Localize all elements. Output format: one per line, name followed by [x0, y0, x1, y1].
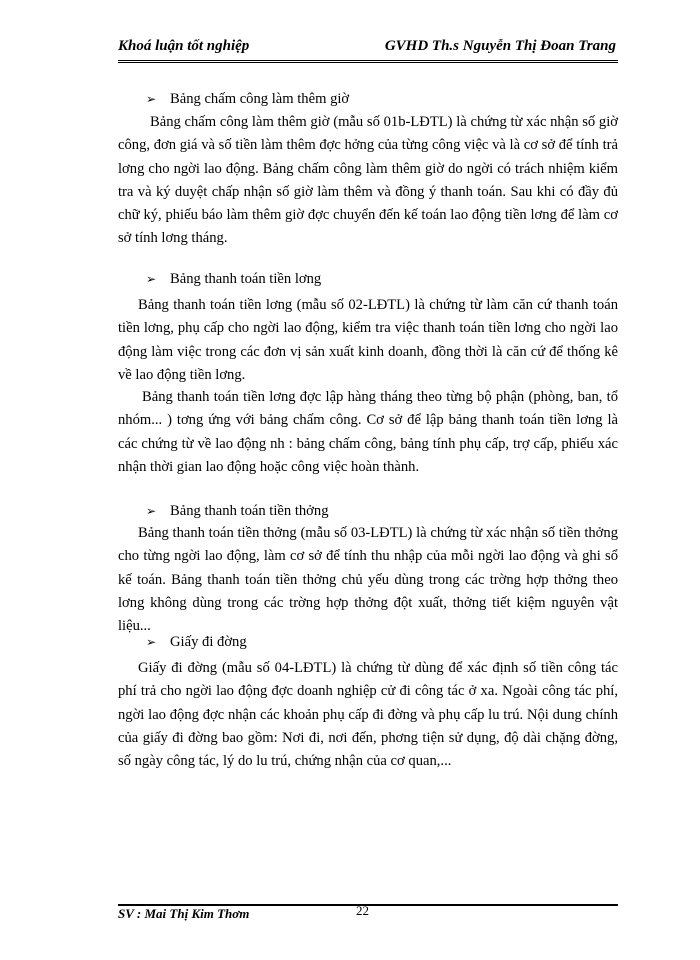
- arrow-bullet-icon: ➢: [146, 504, 157, 518]
- section-heading-bonus-payment: [146, 502, 329, 520]
- paragraph: Giấy đi đờng (mẫu số 04-LĐTL) là chứng từ dùng để xác định số tiền công tác phí trả cho ngời lao động đợc doanh nghiệp cử đi công tác ở xa. Ngoài công tác phí, ngời lao động đợc nhận các khoản phụ cấp đi đờng và phụ cấp lu trú. Nội dung chính của giấy đi đờng bao gồm: Nơi đi, nơi đến, phơng tiện sử dụng, độ dài chặng đờng, số ngày công tác, lý do lu trú, chứng nhận của cơ quan,...: [118, 660, 618, 770]
- section-heading-text: Bảng chấm công làm thêm giờ: [170, 91, 350, 107]
- section-heading-text: Giấy đi đờng: [170, 634, 247, 650]
- paragraph: Bảng thanh toán tiền thởng (mẫu số 03-LĐTL) là chứng từ xác nhận số tiền thởng cho từng ngời lao động, làm cơ sở để tính thu nhập của mỗi ngời lao động và ghi sổ kế toán. Bảng thanh toán tiền thởng chủ yếu dùng trong các trờng hợp thởng theo lơng không dùng trong các trờng hợp thởng đột xuất, thởng tiết kiệm nguyên vật liệu...: [118, 525, 618, 635]
- header-advisor: GVHD Th.s Nguyễn Thị Đoan Trang: [384, 38, 616, 54]
- header-thesis-title: Khoá luận tốt nghiệp: [118, 38, 250, 54]
- paragraph: Bảng chấm công làm thêm giờ (mẫu số 01b-LĐTL) là chứng từ xác nhận số giờ công, đơn giá và số tiền làm thêm đợc hởng của từng công việc và là cơ sở để tính trả lơng cho ngời lao động. Bảng chấm công làm thêm giờ do ngời có trách nhiệm kiểm tra và ký duyệt chấp nhận số giờ làm thêm và đồng ý thanh toán. Sau khi có đầy đủ chữ ký, phiếu báo làm thêm giờ đợc chuyển đến kế toán lao động tiền lơng để làm cơ sở tính lơng tháng.: [118, 114, 618, 247]
- arrow-bullet-icon: ➢: [146, 272, 157, 286]
- section-heading-text: Bảng thanh toán tiền lơng: [170, 271, 322, 287]
- footer-student-name: SV : Mai Thị Kim Thơm: [118, 906, 250, 921]
- section-body-bonus-payment: [118, 522, 618, 638]
- arrow-bullet-icon: ➢: [146, 92, 157, 106]
- section-body-salary-payment-1: [118, 294, 618, 387]
- section-heading-travel-permit: [146, 633, 247, 651]
- section-heading-text: Bảng thanh toán tiền thởng: [170, 503, 329, 519]
- section-heading-overtime-timesheet: [146, 90, 349, 108]
- arrow-bullet-icon: ➢: [146, 635, 157, 649]
- page-number: 22: [356, 903, 369, 918]
- page-header: [118, 38, 618, 63]
- paragraph: Bảng thanh toán tiền lơng (mẫu số 02-LĐTL) là chứng từ làm căn cứ thanh toán tiền lơng, phụ cấp cho ngời lao động, kiểm tra việc thanh toán tiền lơng cho ngời lao động làm việc trong các đơn vị sản xuất kinh doanh, đồng thời là căn cứ để thống kê về lao động tiền lơng.: [118, 297, 618, 383]
- section-body-overtime-timesheet: [118, 111, 618, 251]
- section-body-travel-permit: [118, 657, 618, 773]
- paragraph: Bảng thanh toán tiền lơng đợc lập hàng tháng theo từng bộ phận (phòng, ban, tổ nhóm... ) tơng ứng với bảng chấm công. Cơ sở để lập bảng thanh toán tiền lơng là các chứng từ về lao động nh : bảng chấm công, bảng tính phụ cấp, trợ cấp, phiếu xác nhận thời gian lao động hoặc công việc hoàn thành.: [118, 389, 618, 475]
- section-body-salary-payment-2: [118, 386, 618, 479]
- section-heading-salary-payment: [146, 270, 321, 288]
